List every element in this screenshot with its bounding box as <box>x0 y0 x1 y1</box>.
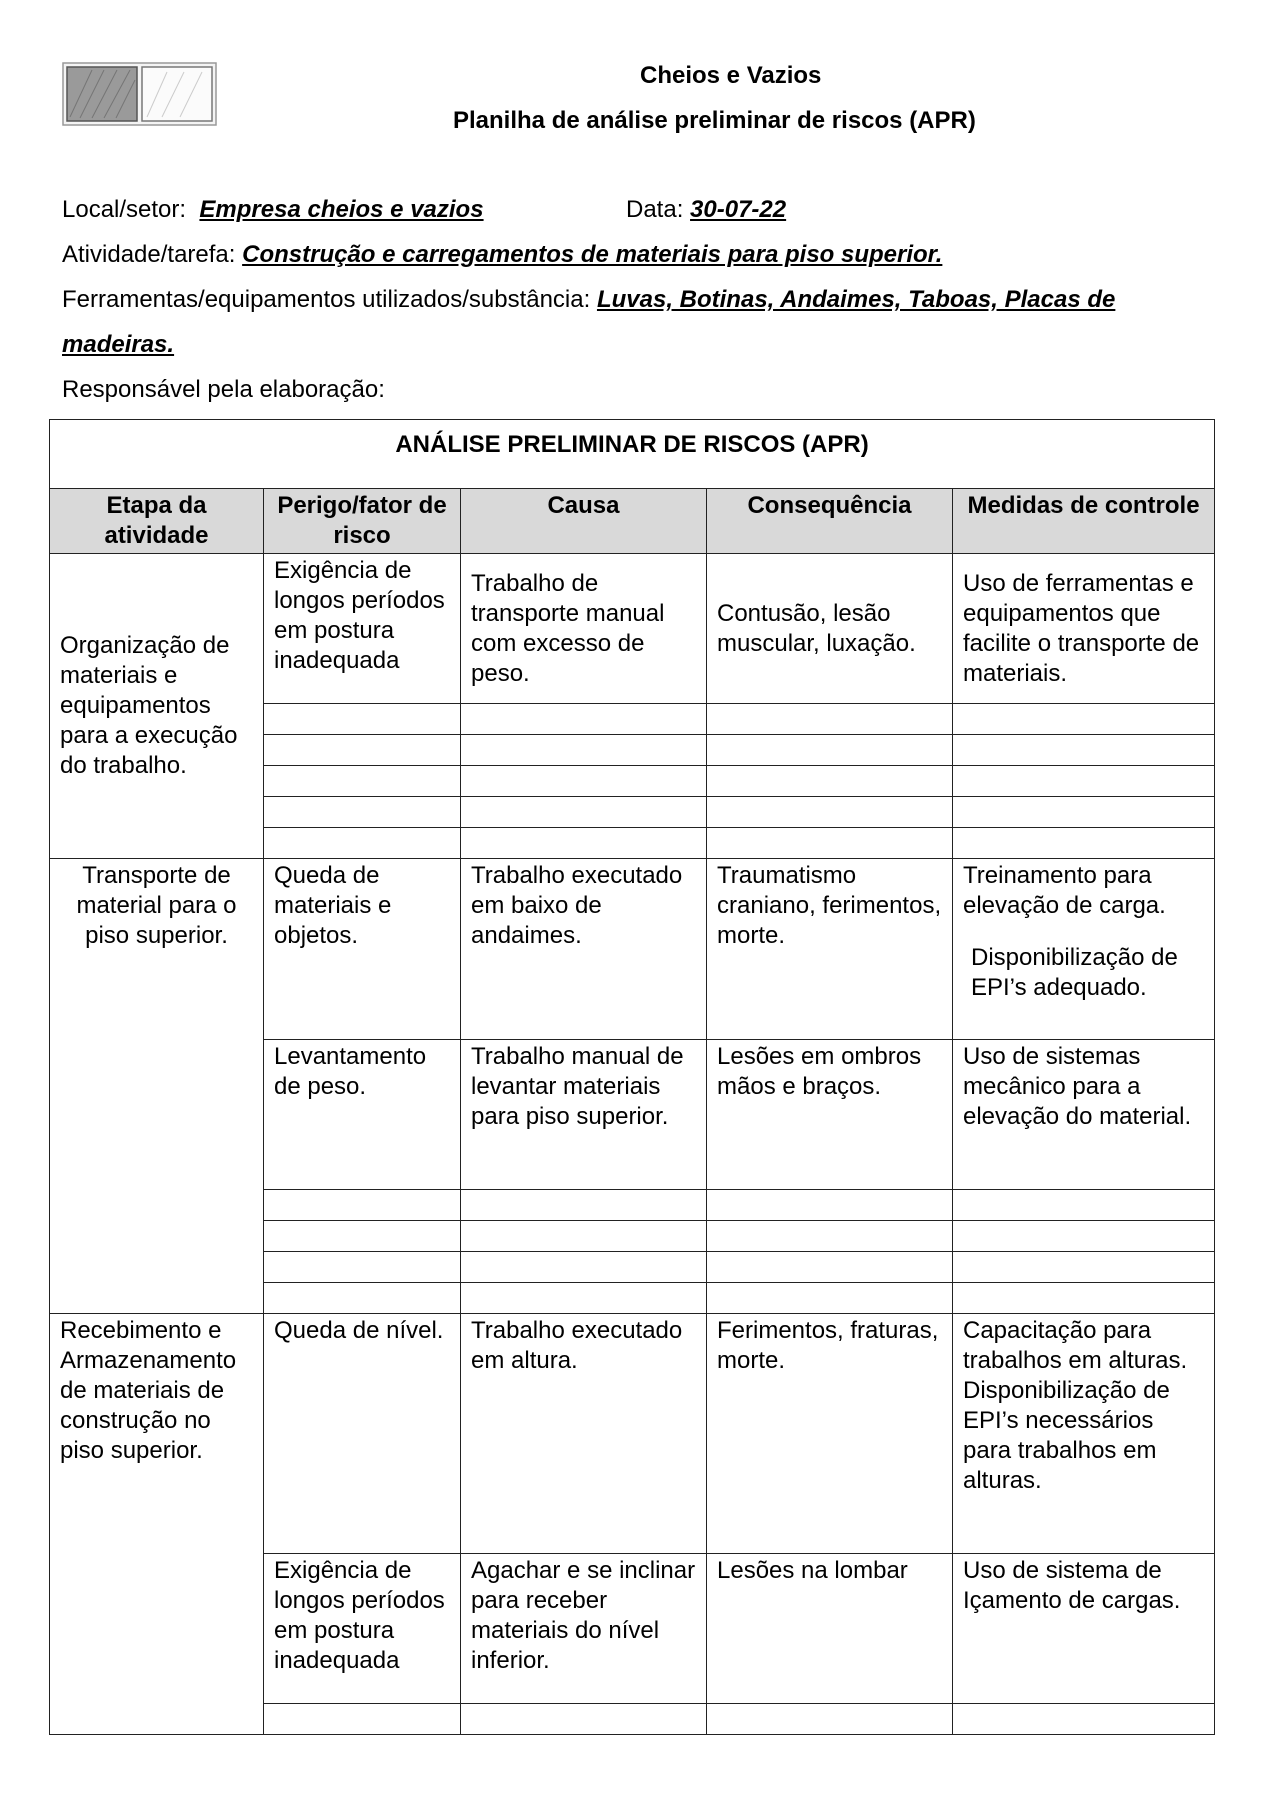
ferramentas-line <box>62 286 1115 314</box>
perigo-cell: Queda de materiais e objetos. <box>264 859 461 1040</box>
document-subtitle: Planilha de análise preliminar de riscos (APR) <box>453 107 976 134</box>
consequencia-cell: Lesões na lombar <box>707 1554 953 1704</box>
ferramentas-value: Luvas, Botinas, Andaimes, Taboas, Placas de <box>596 286 1116 313</box>
atividade-value: Construção e carregamentos de materiais para piso superior. <box>242 241 943 268</box>
perigo-cell: Queda de nível. <box>264 1314 461 1554</box>
local-line <box>62 196 484 224</box>
medidas-text-2: Disponibilização de EPI’s adequado. <box>971 944 1178 1001</box>
medidas-cell <box>953 859 1215 1040</box>
apr-table <box>49 419 1215 1735</box>
header-causa: Causa <box>461 489 707 554</box>
medidas-cell: Uso de ferramentas e equipamentos que facilite o transporte de materiais. <box>953 554 1215 704</box>
ferramentas-line-2 <box>62 331 174 359</box>
local-label: Local/setor: <box>62 196 187 223</box>
causa-cell: Agachar e se inclinar para receber materiais do nível inferior. <box>461 1554 707 1704</box>
table-caption: ANÁLISE PRELIMINAR DE RISCOS (APR) <box>50 420 1215 489</box>
header-medidas: Medidas de controle <box>953 489 1215 554</box>
responsavel-line <box>62 376 385 404</box>
data-line <box>626 196 786 224</box>
data-value: 30-07-22 <box>690 196 787 223</box>
perigo-cell: Exigência de longos períodos em postura inadequada <box>264 554 461 704</box>
etapa-cell: Recebimento e Armazenamento de materiais de construção no piso superior. <box>50 1314 264 1735</box>
medidas-cell: Uso de sistemas mecânico para a elevação do material. <box>953 1040 1215 1190</box>
consequencia-cell: Traumatismo craniano, ferimentos, morte. <box>707 859 953 1040</box>
perigo-cell: Levantamento de peso. <box>264 1040 461 1190</box>
header-consequencia: Consequência <box>707 489 953 554</box>
local-value: Empresa cheios e vazios <box>199 196 484 223</box>
causa-cell: Trabalho de transporte manual com excesso de peso. <box>461 554 707 704</box>
header-perigo: Perigo/fator de risco <box>264 489 461 554</box>
medidas-cell: Uso de sistema de Içamento de cargas. <box>953 1554 1215 1704</box>
etapa-cell: Organização de materiais e equipamentos para a execução do trabalho. <box>50 554 264 859</box>
causa-cell: Trabalho executado em altura. <box>461 1314 707 1554</box>
document-title: Cheios e Vazios <box>640 62 822 89</box>
causa-cell: Trabalho manual de levantar materiais para piso superior. <box>461 1040 707 1190</box>
atividade-label: Atividade/tarefa: <box>62 241 236 268</box>
atividade-line <box>62 241 942 269</box>
logo-image <box>62 62 217 126</box>
ferramentas-label: Ferramentas/equipamentos utilizados/substância: <box>62 286 591 313</box>
ferramentas-value-2: madeiras. <box>62 331 175 358</box>
medidas-text-1: Treinamento para elevação de carga. <box>963 862 1166 919</box>
consequencia-cell: Contusão, lesão muscular, luxação. <box>707 554 953 704</box>
causa-cell: Trabalho executado em baixo de andaimes. <box>461 859 707 1040</box>
header-etapa: Etapa da atividade <box>50 489 264 554</box>
perigo-cell: Exigência de longos períodos em postura inadequada <box>264 1554 461 1704</box>
consequencia-cell: Lesões em ombros mãos e braços. <box>707 1040 953 1190</box>
etapa-cell: Transporte de material para o piso superior. <box>50 859 264 1314</box>
data-label: Data: <box>626 196 684 223</box>
responsavel-label: Responsável pela elaboração: <box>62 376 385 403</box>
consequencia-cell: Ferimentos, fraturas, morte. <box>707 1314 953 1554</box>
medidas-cell: Capacitação para trabalhos em alturas. Disponibilização de EPI’s necessários para trabalhos em alturas. <box>953 1314 1215 1554</box>
